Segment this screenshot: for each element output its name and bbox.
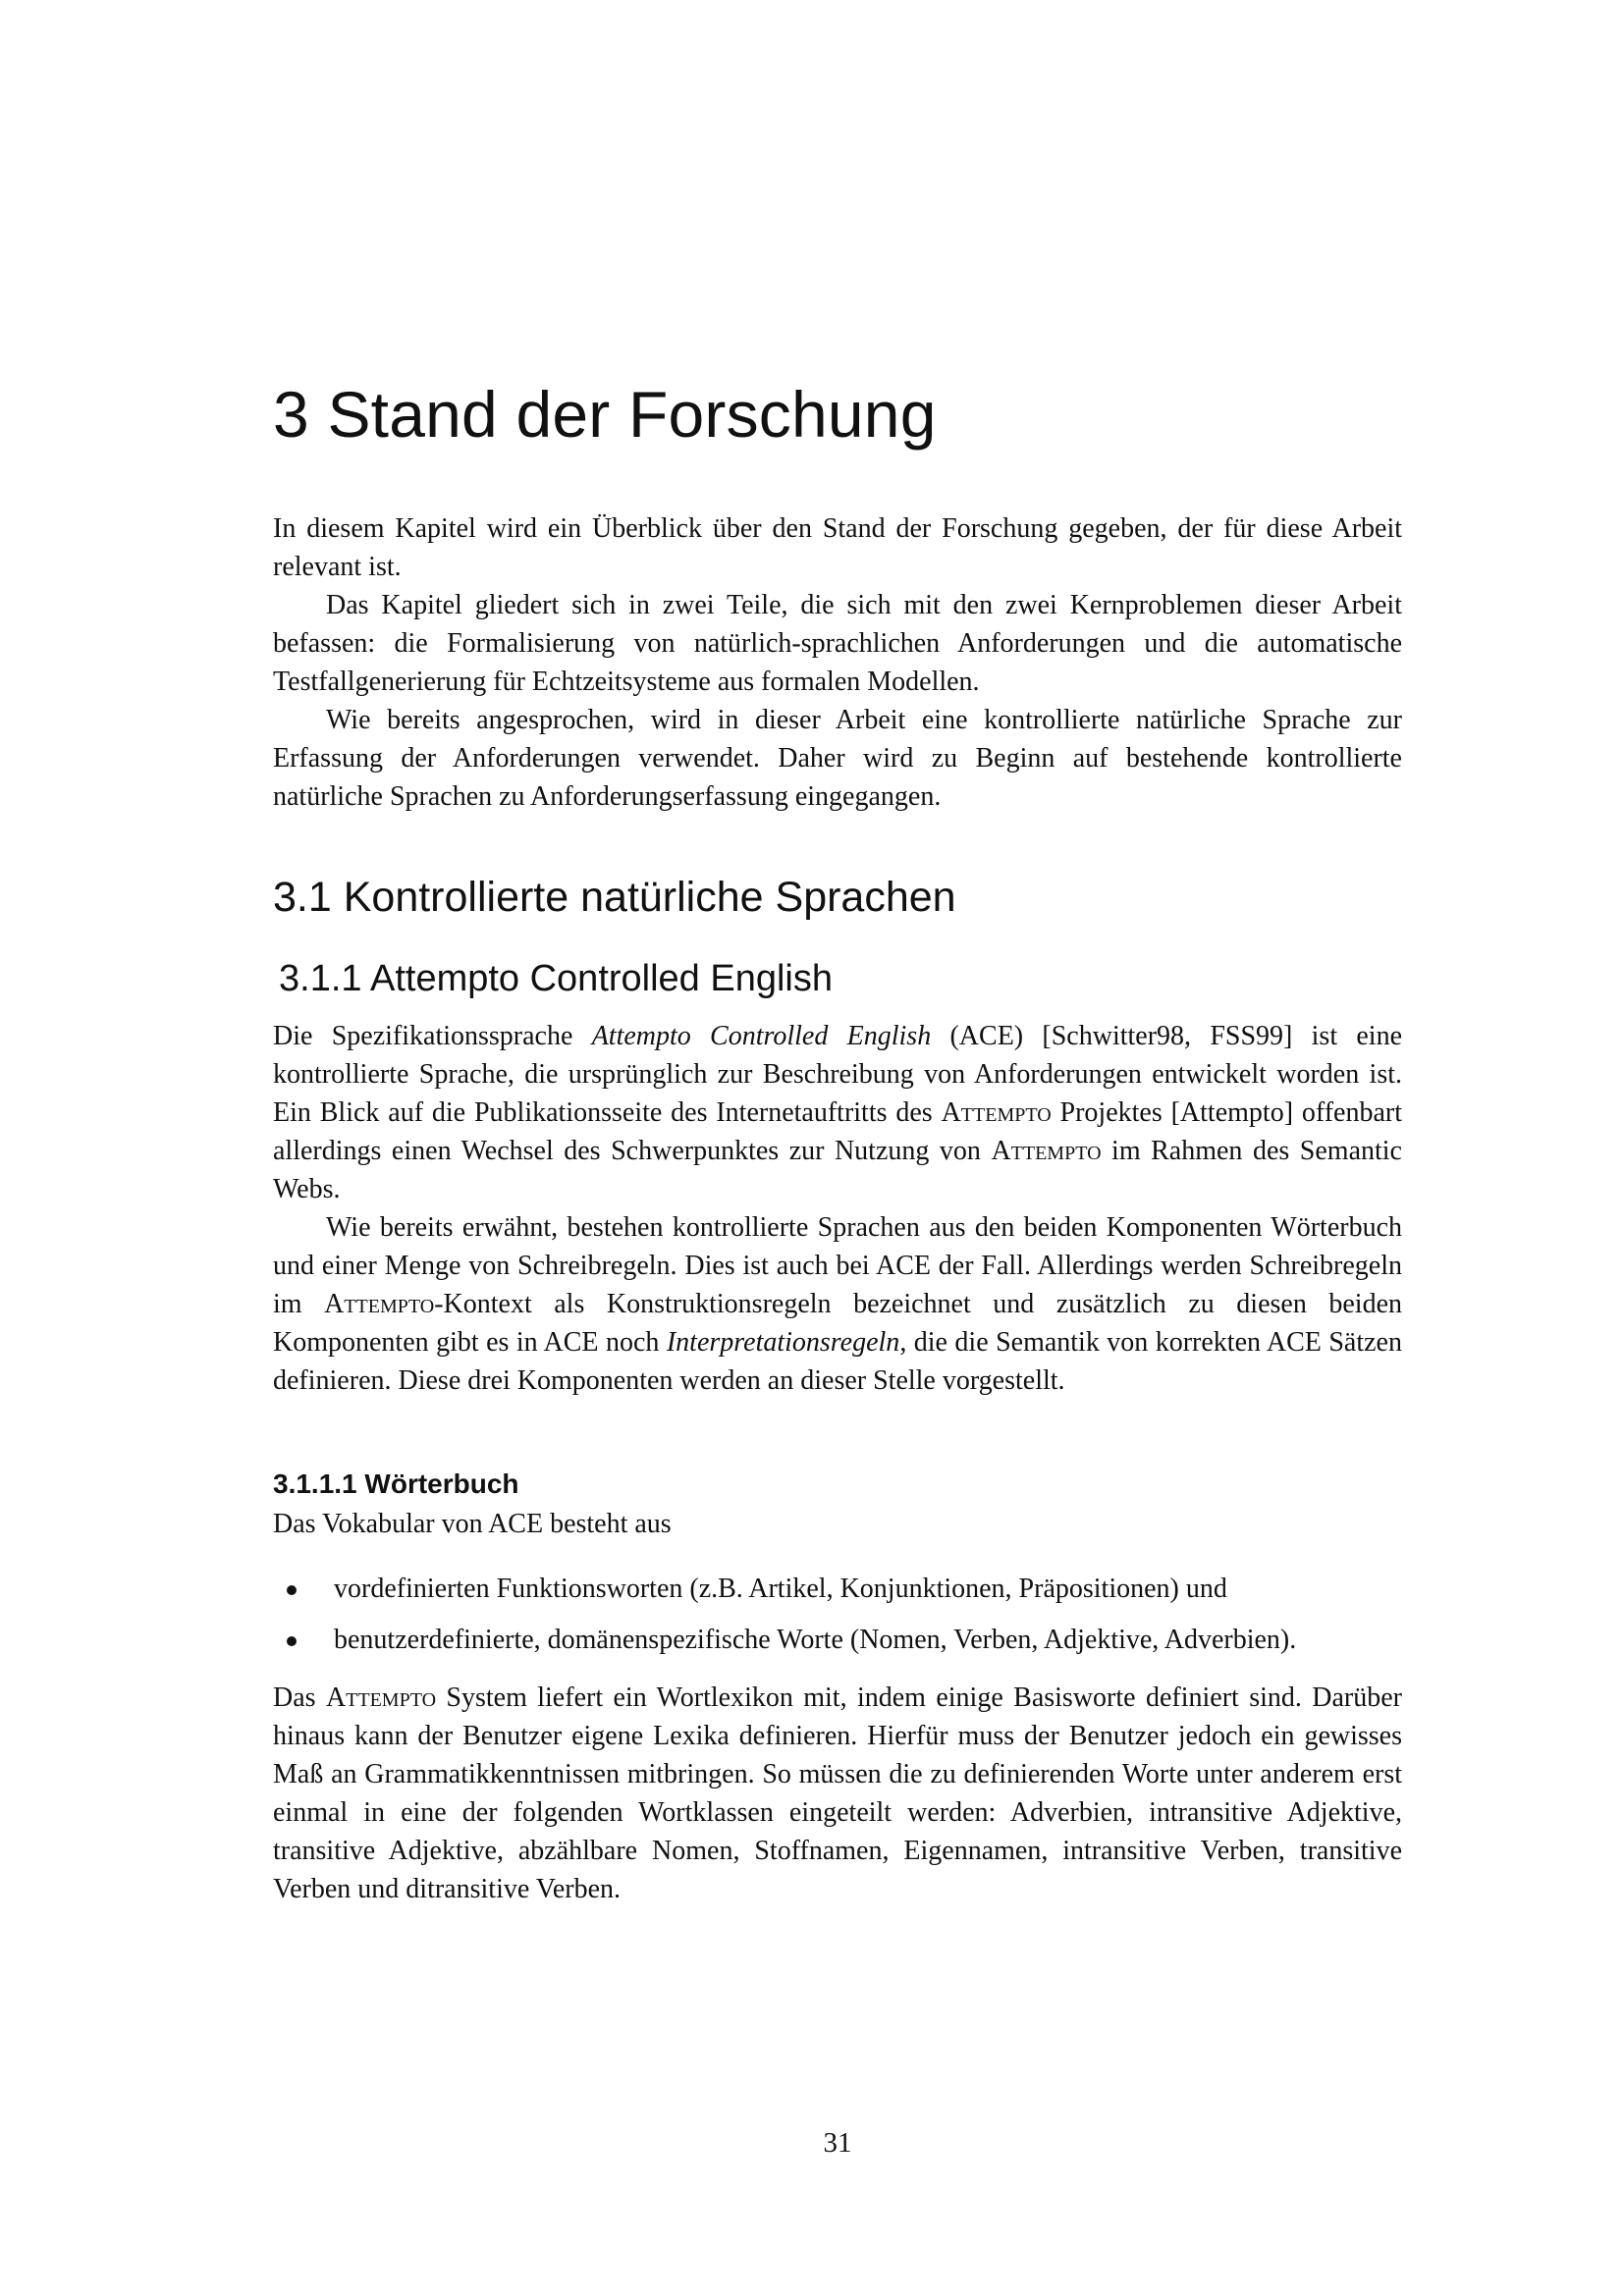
- vocabulary-lead-text: Das Vokabular von ACE besteht aus: [273, 1509, 672, 1539]
- ace-paragraph-1: Die Spezifikationssprache Attempto Controlled English (ACE) [Schwitter98, FSS99] ist eine kontrollierte Sprache, die ursprünglich zur Beschreibung von Anforderungen entwickelt worden ist. Ein Blick auf die Publikationsseite des Internetauftritts des Attempto Projektes [Attempto] offenbart allerdings einen Wechsel des Schwerpunktes zur Nutzung von Attempto im Rahmen des Semantic Webs.: [273, 1021, 1403, 1204]
- intro-paragraph-1: In diesem Kapitel wird ein Überblick über den Stand der Forschung gegeben, der für diese Arbeit relevant ist.: [273, 513, 1402, 582]
- attempto-smallcaps: Attempto: [991, 1136, 1102, 1166]
- interpretationsregeln-italic: Interpretationsregeln: [666, 1327, 900, 1358]
- intro-paragraph-2: Das Kapitel gliedert sich in zwei Teile, die sich mit den zwei Kernproblemen dieser Arbeit befassen: die Formalisierung von natürlich-sprachlichen Anforderungen und die automatische Testfallgenerierung für Echtzeitsysteme aus formalen Modellen.: [273, 590, 1402, 697]
- list-item: vordefinierten Funktionsworten (z.B. Artikel, Konjunktionen, Präpositionen) und: [273, 1570, 1402, 1621]
- intro-section: [273, 509, 1402, 816]
- vocabulary-list-wrapper: [273, 1570, 1402, 1672]
- vocabulary-list: [273, 1570, 1402, 1672]
- ace-name-italic: Attempto Controlled English: [591, 1021, 932, 1051]
- section-heading-3-1: 3.1 Kontrollierte natürliche Sprachen: [273, 874, 956, 921]
- attempto-smallcaps: Attempto: [941, 1097, 1052, 1128]
- subsection-heading-3-1-1: 3.1.1 Attempto Controlled English: [279, 958, 834, 999]
- intro-paragraph-3: Wie bereits angesprochen, wird in dieser Arbeit eine kontrollierte natürliche Sprache zur Erfassung der Anforderungen verwendet. Daher wird zu Beginn auf bestehende kontrollierte natürliche Sprachen zu Anforderungserfassung eingegangen.: [273, 705, 1402, 812]
- vocabulary-lead: [273, 1505, 1402, 1543]
- ace-paragraph-2: Wie bereits erwähnt, bestehen kontrollierte Sprachen aus den beiden Komponenten Wörterbuch und einer Menge von Schreibregeln. Dies ist auch bei ACE der Fall. Allerdings werden Schreibregeln im Attempto-Kontext als Konstruktionsregeln bezeichnet und zusätzlich zu diesen beiden Komponenten gibt es in ACE noch Interpretationsregeln, die die Semantik von korrekten ACE Sätzen definieren. Diese drei Komponenten werden an dieser Stelle vorgestellt.: [273, 1212, 1402, 1396]
- chapter-title: 3 Stand der Forschung: [273, 378, 937, 451]
- attempto-smallcaps: Attempto: [324, 1289, 435, 1319]
- attempto-smallcaps: Attempto: [325, 1682, 437, 1713]
- list-item: benutzerdefinierte, domänenspezifische Worte (Nomen, Verben, Adjektive, Adverbien).: [273, 1621, 1402, 1672]
- bullet-icon: [287, 1636, 297, 1646]
- ace-section: [273, 1017, 1402, 1400]
- page-number: 31: [823, 2127, 852, 2159]
- subsubsection-heading-3-1-1-1: 3.1.1.1 Wörterbuch: [273, 1468, 519, 1499]
- lexicon-paragraph: Das Attempto System liefert ein Wortlexikon mit, indem einige Basisworte definiert sind. Darüber hinaus kann der Benutzer eigene Lexika definieren. Hierfür muss der Benutzer jedoch ein gewisses Maß an Grammatikkenntnissen mitbringen. So müssen die zu definierenden Worte unter anderem erst einmal in eine der folgenden Wortklassen eingeteilt werden: Adverbien, intransitive Adjektive, transitive Adjektive, abzählbare Nomen, Stoffnamen, Eigennamen, intransitive Verben, transitive Verben und ditransitive Verben.: [273, 1682, 1402, 1904]
- lexicon-section: [273, 1679, 1402, 1908]
- bullet-icon: [287, 1585, 297, 1595]
